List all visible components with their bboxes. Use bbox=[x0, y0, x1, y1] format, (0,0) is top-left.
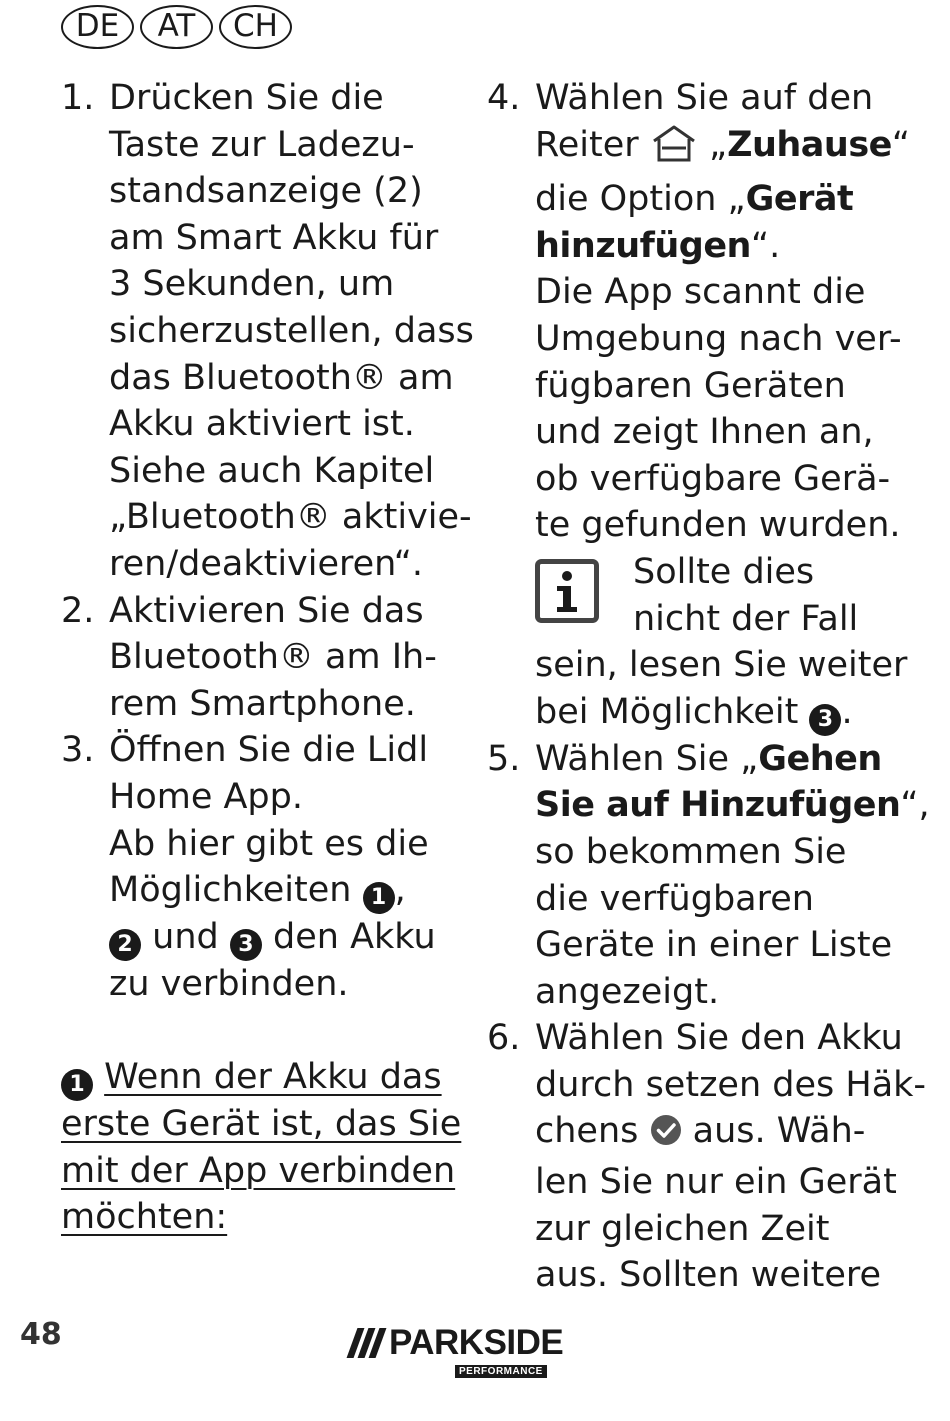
underlined-text: möchten: bbox=[61, 1197, 228, 1238]
text-line: Akku aktiviert ist. bbox=[109, 404, 415, 445]
step-text bbox=[535, 1015, 926, 1299]
step-number: 1. bbox=[61, 78, 95, 118]
text-fragment: die Option „ bbox=[535, 179, 746, 220]
text-fragment: Reiter bbox=[535, 124, 639, 165]
text-line: angezeigt. bbox=[535, 971, 720, 1012]
text-line bbox=[535, 689, 910, 736]
option-marker-1: 1 bbox=[61, 1069, 93, 1101]
text-line bbox=[535, 122, 910, 177]
bold-text: Gerät bbox=[745, 179, 854, 220]
text-line: Drücken Sie die bbox=[109, 78, 384, 118]
text-line: Öffnen Sie die Lidl bbox=[109, 730, 429, 771]
text-line: ob verfügbare Gerä- bbox=[535, 458, 891, 499]
text-line: Taste zur Ladezu- bbox=[109, 124, 415, 165]
text-fragment: “, bbox=[900, 785, 930, 826]
underlined-text: mit der App verbinden bbox=[61, 1150, 456, 1191]
text-line: te gefunden wurden. bbox=[535, 505, 901, 546]
step-number: 5. bbox=[487, 738, 521, 779]
country-badges bbox=[61, 5, 292, 49]
text-line bbox=[535, 223, 910, 270]
step-number: 6. bbox=[487, 1018, 521, 1059]
right-column bbox=[487, 75, 930, 1299]
text-line: so bekommen Sie bbox=[535, 831, 847, 872]
text-line bbox=[535, 782, 930, 829]
step-text bbox=[535, 75, 910, 736]
text-line: len Sie nur ein Gerät bbox=[535, 1162, 897, 1203]
text-line: standsanzeige (2) bbox=[109, 171, 423, 212]
parkside-logo bbox=[352, 1323, 564, 1377]
text-fragment: chens bbox=[535, 1111, 639, 1152]
bold-text: hinzufügen bbox=[535, 225, 751, 266]
text-line: die verfügbaren bbox=[535, 878, 814, 919]
option-marker-3: 3 bbox=[230, 929, 262, 961]
text-line: sicherzustellen, dass bbox=[109, 310, 474, 351]
option-marker-3: 3 bbox=[809, 704, 841, 736]
text-fragment: aus. Wäh- bbox=[692, 1111, 866, 1152]
step-5 bbox=[487, 736, 930, 1016]
text-line: sein, lesen Sie weiter bbox=[535, 645, 908, 686]
text-fragment: „ bbox=[708, 124, 728, 165]
text-line: 3 Sekunden, um bbox=[109, 264, 395, 305]
text-fragment: “ bbox=[891, 124, 911, 165]
info-note bbox=[535, 549, 910, 736]
step-3 bbox=[61, 727, 461, 1007]
text-fragment: , bbox=[394, 870, 406, 911]
checkmark-icon bbox=[650, 1112, 682, 1159]
text-line: und zeigt Ihnen an, bbox=[535, 412, 874, 453]
text-line bbox=[109, 914, 461, 961]
brand-name: PARKSIDE bbox=[389, 1323, 564, 1362]
text-line bbox=[61, 1054, 461, 1101]
text-line bbox=[109, 867, 461, 914]
step-text bbox=[535, 736, 930, 1016]
option-marker-1: 1 bbox=[363, 882, 395, 914]
text-line: durch setzen des Häk- bbox=[535, 1064, 927, 1105]
text-line: aus. Sollten weitere bbox=[535, 1255, 882, 1296]
text-line: Sollte dies bbox=[633, 551, 815, 592]
text-line: Wählen Sie den Akku bbox=[535, 1018, 903, 1059]
home-icon bbox=[650, 124, 698, 177]
bold-text: Sie auf Hinzufügen bbox=[535, 785, 901, 826]
step-6 bbox=[487, 1015, 927, 1299]
option-1-heading bbox=[61, 1054, 461, 1241]
info-icon bbox=[535, 559, 599, 623]
text-line: Umgebung nach ver- bbox=[535, 318, 902, 359]
text-line: rem Smartphone. bbox=[109, 683, 416, 724]
text-line: fügbaren Geräten bbox=[535, 365, 846, 406]
step-text bbox=[109, 727, 461, 1007]
text-line: ren/deaktivieren“. bbox=[109, 543, 424, 584]
option-marker-2: 2 bbox=[109, 929, 141, 961]
underlined-text: Wenn der Akku das bbox=[104, 1057, 442, 1098]
step-text bbox=[109, 588, 461, 728]
text-line bbox=[535, 736, 930, 783]
text-fragment: . bbox=[841, 691, 853, 732]
text-line bbox=[535, 1108, 926, 1159]
text-fragment: bei Möglichkeit bbox=[535, 691, 799, 732]
bold-text: Zuhause bbox=[727, 124, 892, 165]
text-line: Wählen Sie auf den bbox=[535, 78, 874, 118]
page-number: 48 bbox=[20, 1317, 62, 1352]
text-line: Aktivieren Sie das bbox=[109, 590, 424, 631]
step-2 bbox=[61, 588, 461, 728]
text-fragment: und bbox=[152, 917, 219, 958]
step-number: 3. bbox=[61, 730, 95, 771]
text-line: „Bluetooth® aktivie- bbox=[109, 497, 472, 538]
text-fragment: Wählen Sie „ bbox=[535, 738, 759, 779]
step-1 bbox=[61, 75, 474, 588]
step-text bbox=[109, 75, 474, 588]
text-fragment: Möglichkeiten bbox=[109, 870, 352, 911]
country-badge-at: AT bbox=[140, 5, 213, 49]
text-line: Geräte in einer Liste bbox=[535, 925, 893, 966]
text-line: Home App. bbox=[109, 776, 303, 817]
step-4 bbox=[487, 75, 911, 736]
logo-slashes bbox=[352, 1328, 381, 1358]
text-line: zu verbinden. bbox=[109, 964, 349, 1005]
text-fragment: “. bbox=[750, 225, 781, 266]
spacer bbox=[61, 1008, 461, 1055]
text-line: zur gleichen Zeit bbox=[535, 1208, 830, 1249]
country-badge-ch: CH bbox=[219, 5, 292, 49]
step-number: 2. bbox=[61, 590, 95, 631]
text-line: Bluetooth® am Ih- bbox=[109, 637, 437, 678]
country-badge-de: DE bbox=[61, 5, 134, 49]
brand-subline: PERFORMANCE bbox=[455, 1365, 547, 1378]
text-line: Siehe auch Kapitel bbox=[109, 450, 435, 491]
step-number: 4. bbox=[487, 78, 521, 118]
logo-main bbox=[352, 1325, 563, 1360]
text-line: Die App scannt die bbox=[535, 272, 866, 313]
text-fragment: den Akku bbox=[273, 917, 436, 958]
left-column bbox=[61, 75, 474, 1241]
text-line: das Bluetooth® am bbox=[109, 357, 454, 398]
text-line: nicht der Fall bbox=[633, 598, 859, 639]
text-line: am Smart Akku für bbox=[109, 217, 439, 258]
text-line: Ab hier gibt es die bbox=[109, 823, 429, 864]
bold-text: Gehen bbox=[758, 738, 882, 779]
text-line bbox=[535, 176, 910, 223]
underlined-text: erste Gerät ist, das Sie bbox=[61, 1104, 462, 1145]
